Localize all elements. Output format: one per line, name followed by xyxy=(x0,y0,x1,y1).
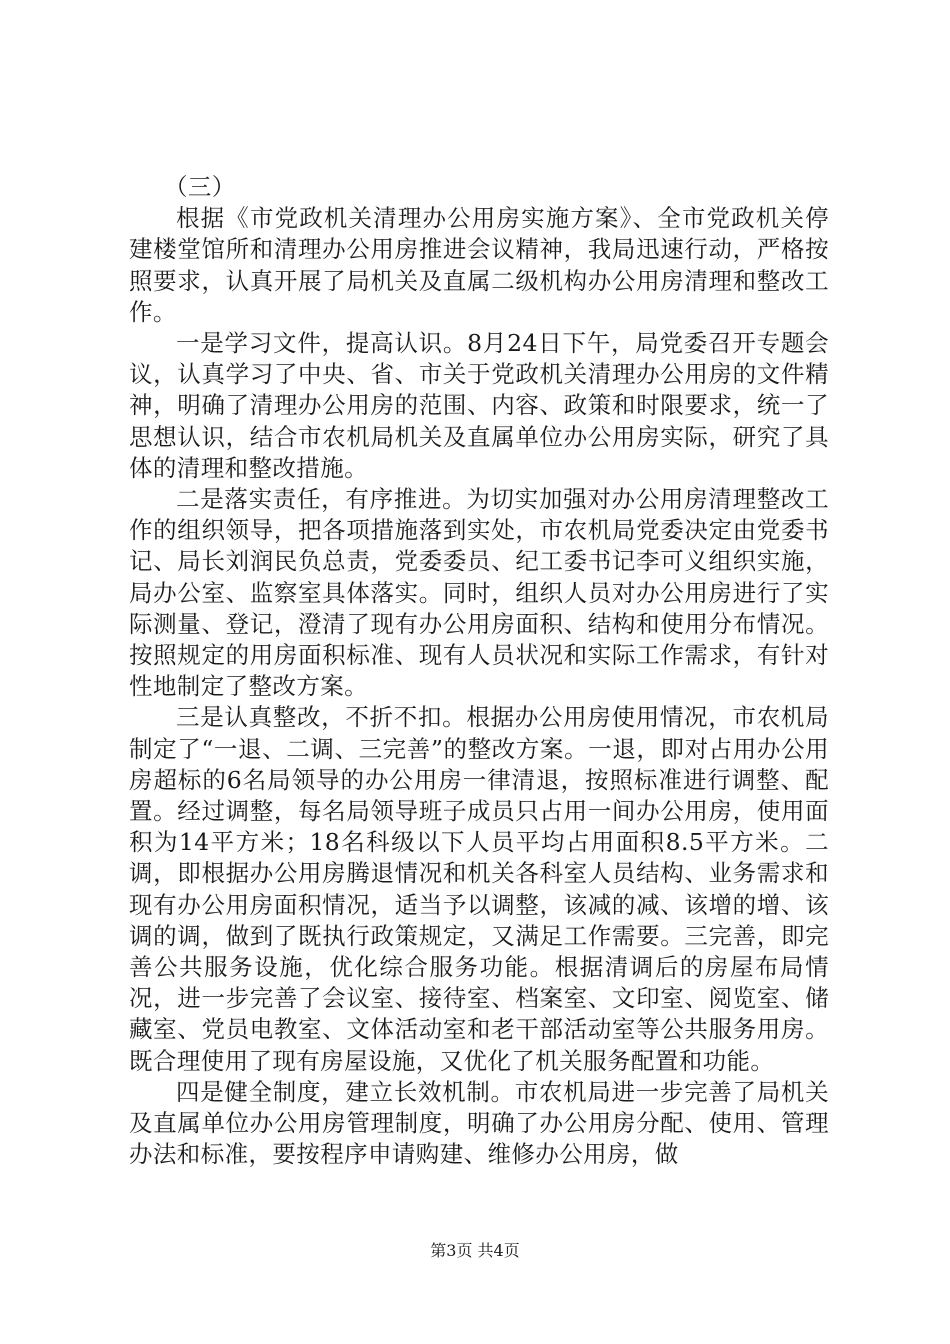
page-number: 第3页 共4页 xyxy=(430,1241,520,1260)
paragraph-assign-responsibility: 二是落实责任，有序推进。为切实加强对办公用房清理整改工作的组织领导，把各项措施落到实处，市农机局党委决定由党委书记、局长刘润民负总责，党委委员、纪工委书记李可义组织实施，局办公室、监察室具体落实。同时，组织人员对办公用房进行了实际测量、登记，澄清了现有办公用房面积、结构和使用分布情况。按照规定的用房面积标准、现有人员状况和实际工作需求，有针对性地制定了整改方案。 xyxy=(129,485,829,701)
paragraph-study-documents: 一是学习文件，提高认识。8月24日下午，局党委召开专题会议，认真学习了中央、省、市关于党政机关清理办公用房的文件精神，明确了清理办公用房的范围、内容、政策和时限要求，统一了思想认识，结合市农机局机关及直属单位办公用房实际，研究了具体的清理和整改措施。 xyxy=(129,329,829,482)
paragraph-institution-building: 四是健全制度，建立长效机制。市农机局进一步完善了局机关及直属单位办公用房管理制度，明确了办公用房分配、使用、管理办法和标准，要按程序申请购建、维修办公用房，做 xyxy=(129,1077,829,1169)
paragraph-intro: 根据《市党政机关清理办公用房实施方案》、全市党政机关停建楼堂馆所和清理办公用房推进会议精神，我局迅速行动，严格按照要求，认真开展了局机关及直属二级机构办公用房清理和整改工作。 xyxy=(129,204,829,326)
document-body xyxy=(129,172,829,1171)
page-footer xyxy=(0,1241,950,1261)
paragraph-rectification: 三是认真整改，不折不扣。根据办公用房使用情况，市农机局制定了“一退、二调、三完善”的整改方案。一退，即对占用办公用房超标的6名局领导的办公用房一律清退，按照标准进行调整、配置。经过调整，每名局领导班子成员只占用一间办公用房，使用面积为14平方米；18名科级以下人员平均占用面积8.5平方米。二调，即根据办公用房腾退情况和机关各科室人员结构、业务需求和现有办公用房面积情况，适当予以调整，该减的减、该增的增、该调的调，做到了既执行政策规定，又满足工作需要。三完善，即完善公共服务设施，优化综合服务功能。根据清调后的房屋布局情况，进一步完善了会议室、接待室、档案室、文印室、阅览室、储藏室、党员电教室、文体活动室和老干部活动室等公共服务用房。既合理使用了现有房屋设施，又优化了机关服务配置和功能。 xyxy=(129,703,829,1075)
section-heading: （三） xyxy=(164,173,236,201)
